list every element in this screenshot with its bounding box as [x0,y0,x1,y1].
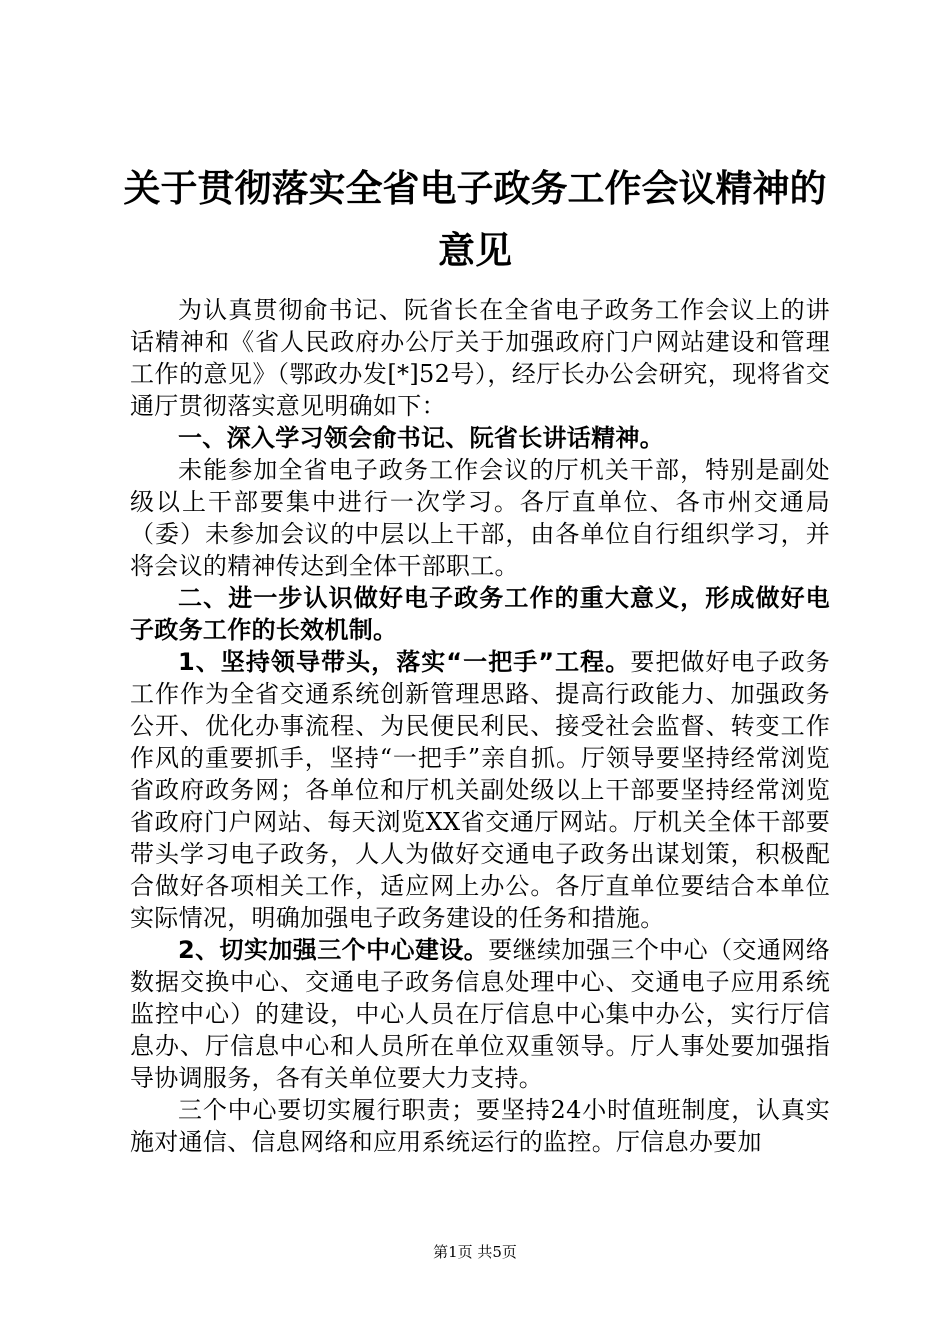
document-title: 关于贯彻落实全省电子政务工作会议精神的意见 [123,167,827,272]
paragraph-study: 未能参加全省电子政务工作会议的厅机关干部，特别是副处级以上干部要集中进行一次学习。各厅直单位、各市州交通局（委）未参加会议的中层以上干部，由各单位自行组织学习，并将会议的精神传达到全体干部职工。 [130,456,830,580]
paragraph-intro: 为认真贯彻俞书记、阮省长在全省电子政务工作会议上的讲话精神和《省人民政府办公厅关于加强政府门户网站建设和管理工作的意见》（鄂政办发[*]52号），经厅长办公会研究，现将省交通厅贯彻落实意见明确如下： [130,296,830,420]
paragraph-item-1 [130,646,830,934]
document-body [130,294,830,1158]
section-heading-1: 一、深入学习领会俞书记、阮省长讲话精神。 [178,424,664,452]
item-2-text: 要继续加强三个中心（交通网络数据交换中心、交通电子政务信息处理中心、交通电子应用系统监控中心）的建设，中心人员在厅信息中心集中办公，实行厅信息办、厅信息中心和人员所在单位双重领导。厅人事处要加强指导协调服务，各有关单位要大力支持。 [130,936,830,1092]
paragraph-centers: 三个中心要切实履行职责；要坚持24小时值班制度，认真实施对通信、信息网络和应用系统运行的监控。厅信息办要加 [130,1096,830,1156]
section-heading-2: 二、进一步认识做好电子政务工作的重大意义，形成做好电子政务工作的长效机制。 [130,584,830,644]
item-2-lead: 2、切实加强三个中心建设。 [178,936,489,964]
paragraph-item-2 [130,934,830,1094]
item-1-text: 要把做好电子政务工作作为全省交通系统创新管理思路、提高行政能力、加强政务公开、优化办事流程、为民便民利民、接受社会监督、转变工作作风的重要抓手，坚持“一把手”亲自抓。厅领导要坚持经常浏览省政府政务网；各单位和厅机关副处级以上干部要坚持经常浏览省政府门户网站、每天浏览XX省交通厅网站。厅机关全体干部要带头学习电子政务，人人为做好交通电子政务出谋划策，积极配合做好各项相关工作，适应网上办公。各厅直单位要结合本单位实际情况，明确加强电子政务建设的任务和措施。 [130,648,830,932]
item-1-lead: 1、坚持领导带头，落实“一把手”工程。 [178,648,631,676]
page-footer: 第1页 共5页 [433,1243,517,1261]
